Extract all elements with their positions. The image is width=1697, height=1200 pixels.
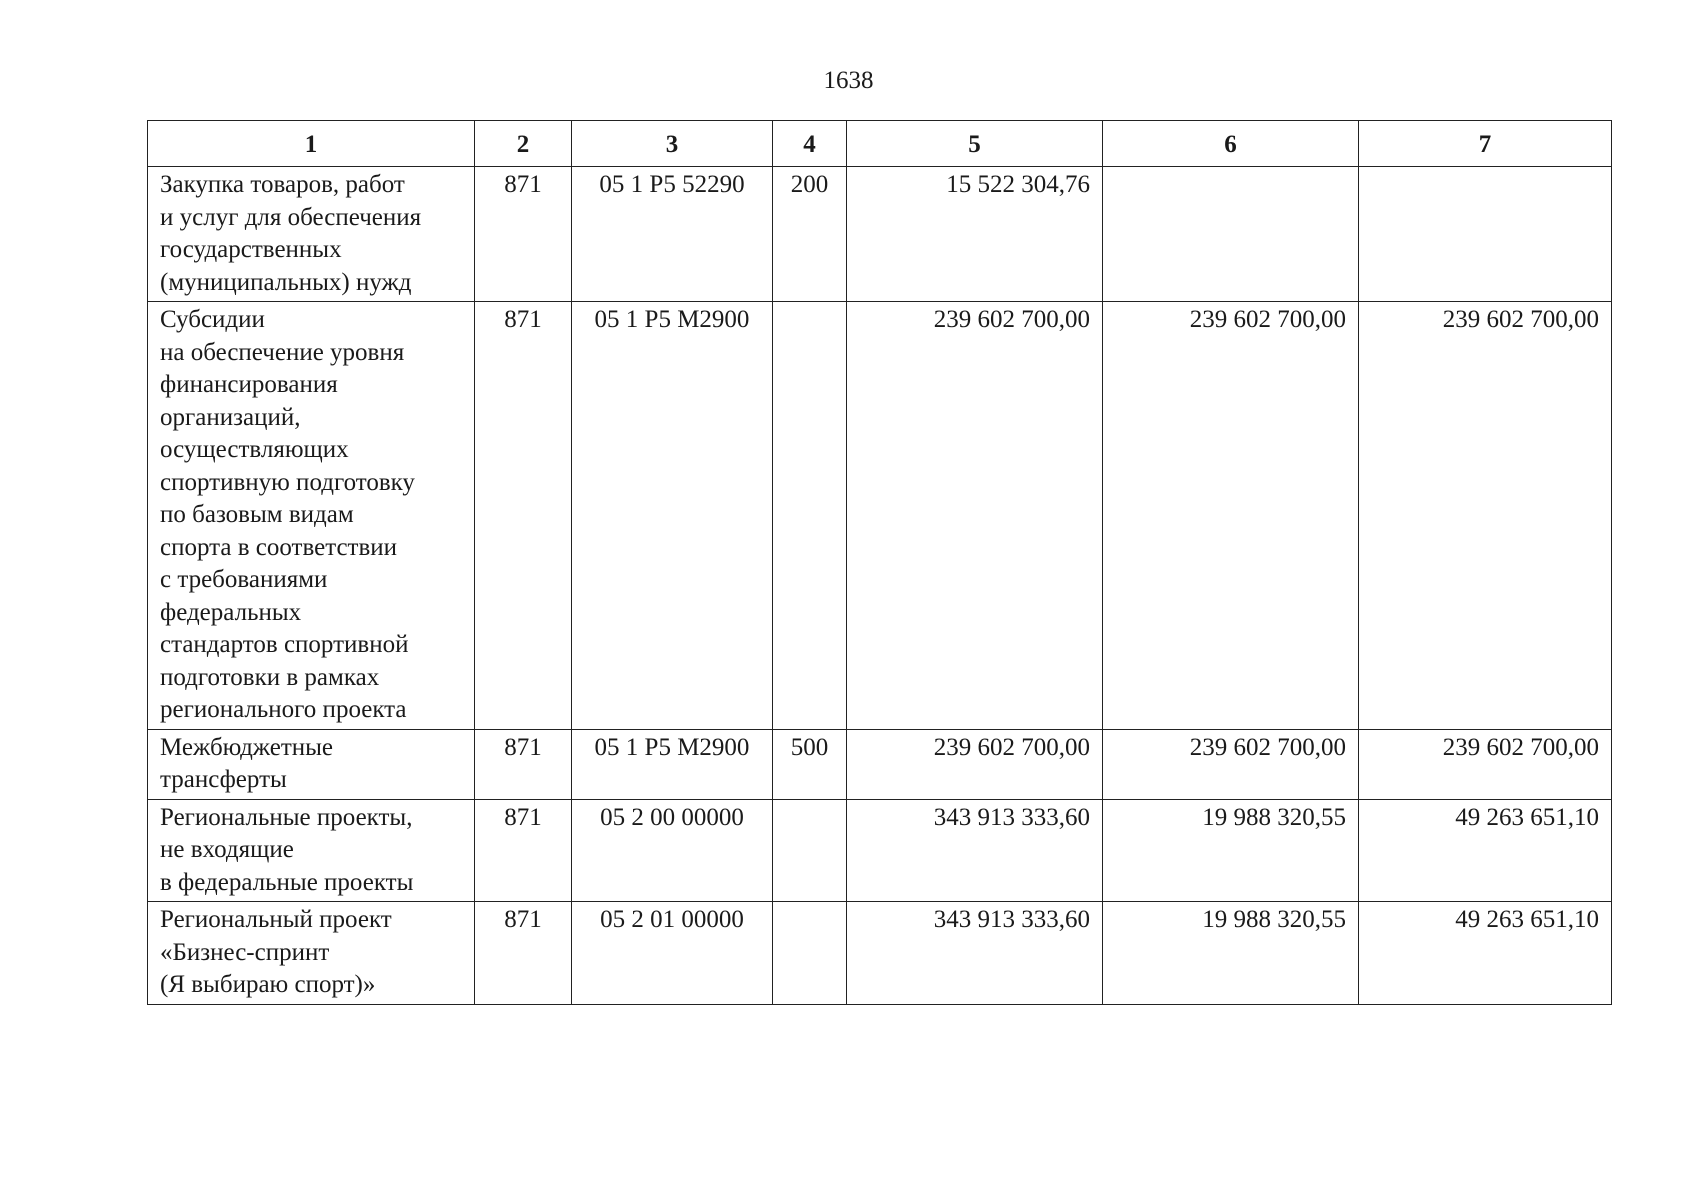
table-row <box>148 729 1612 799</box>
name-line: Закупка товаров, работ <box>160 171 405 198</box>
ved-cell: 871 <box>475 729 572 799</box>
name-line: (Я выбираю спорт)» <box>160 971 376 998</box>
name-line: финансирования <box>160 371 338 398</box>
amount-col7-cell: 239 602 700,00 <box>1359 729 1612 799</box>
name-line: по базовым видам <box>160 501 354 528</box>
name-line: государственных <box>160 236 342 263</box>
row-name-cell <box>148 167 475 302</box>
name-line: организаций, <box>160 403 301 431</box>
name-line: спортивную подготовку <box>160 468 415 496</box>
csr-cell: 05 1 P5 M2900 <box>572 729 773 799</box>
amount-col5-cell: 239 602 700,00 <box>847 729 1103 799</box>
amount-col7-cell: 239 602 700,00 <box>1359 302 1612 730</box>
amount-col7-cell: 49 263 651,10 <box>1359 902 1612 1005</box>
vr-cell <box>773 799 847 902</box>
budget-table <box>147 120 1612 1005</box>
table-row <box>148 302 1612 730</box>
header-col-7: 7 <box>1359 121 1612 167</box>
name-line: в федеральные проекты <box>160 868 414 896</box>
name-line: Межбюджетные <box>160 733 334 761</box>
name-line: Региональный проект <box>160 906 392 933</box>
name-line: не входящие <box>160 836 294 863</box>
amount-col6-cell: 19 988 320,55 <box>1103 799 1359 902</box>
name-line: и услуг для обеспечения <box>160 203 422 231</box>
name-line: с требованиями <box>160 566 328 593</box>
name-line: стандартов спортивной <box>160 631 409 658</box>
name-line: (муниципальных) нужд <box>160 268 412 296</box>
amount-col6-cell <box>1103 167 1359 302</box>
ved-cell: 871 <box>475 302 572 730</box>
name-line: Региональные проекты, <box>160 803 413 831</box>
csr-cell: 05 2 00 00000 <box>572 799 773 902</box>
name-line: спорта в соответствии <box>160 533 398 561</box>
vr-cell <box>773 902 847 1005</box>
row-name-cell <box>148 302 475 730</box>
row-name-cell <box>148 902 475 1005</box>
header-row <box>148 121 1612 167</box>
amount-col5-cell: 15 522 304,76 <box>847 167 1103 302</box>
vr-cell: 200 <box>773 167 847 302</box>
header-col-6: 6 <box>1103 121 1359 167</box>
vr-cell: 500 <box>773 729 847 799</box>
row-name-cell <box>148 729 475 799</box>
name-line: Субсидии <box>160 306 265 333</box>
amount-col5-cell: 343 913 333,60 <box>847 799 1103 902</box>
name-line: подготовки в рамках <box>160 663 380 691</box>
amount-col5-cell: 343 913 333,60 <box>847 902 1103 1005</box>
amount-col7-cell <box>1359 167 1612 302</box>
name-line: «Бизнес-спринт <box>160 938 330 966</box>
table-row <box>148 799 1612 902</box>
csr-cell: 05 1 P5 52290 <box>572 167 773 302</box>
table-row <box>148 167 1612 302</box>
name-line: осуществляющих <box>160 436 349 463</box>
header-col-1: 1 <box>148 121 475 167</box>
header-col-4: 4 <box>773 121 847 167</box>
table-row <box>148 902 1612 1005</box>
row-name-cell <box>148 799 475 902</box>
name-line: на обеспечение уровня <box>160 338 405 366</box>
vr-cell <box>773 302 847 730</box>
amount-col6-cell: 19 988 320,55 <box>1103 902 1359 1005</box>
name-line: трансферты <box>160 766 287 793</box>
amount-col6-cell: 239 602 700,00 <box>1103 729 1359 799</box>
ved-cell: 871 <box>475 167 572 302</box>
amount-col5-cell: 239 602 700,00 <box>847 302 1103 730</box>
amount-col7-cell: 49 263 651,10 <box>1359 799 1612 902</box>
name-line: регионального проекта <box>160 696 407 723</box>
page-number: 1638 <box>823 67 874 94</box>
name-line: федеральных <box>160 598 302 626</box>
csr-cell: 05 1 P5 M2900 <box>572 302 773 730</box>
header-col-3: 3 <box>572 121 773 167</box>
csr-cell: 05 2 01 00000 <box>572 902 773 1005</box>
header-col-5: 5 <box>847 121 1103 167</box>
ved-cell: 871 <box>475 799 572 902</box>
ved-cell: 871 <box>475 902 572 1005</box>
amount-col6-cell: 239 602 700,00 <box>1103 302 1359 730</box>
header-col-2: 2 <box>475 121 572 167</box>
